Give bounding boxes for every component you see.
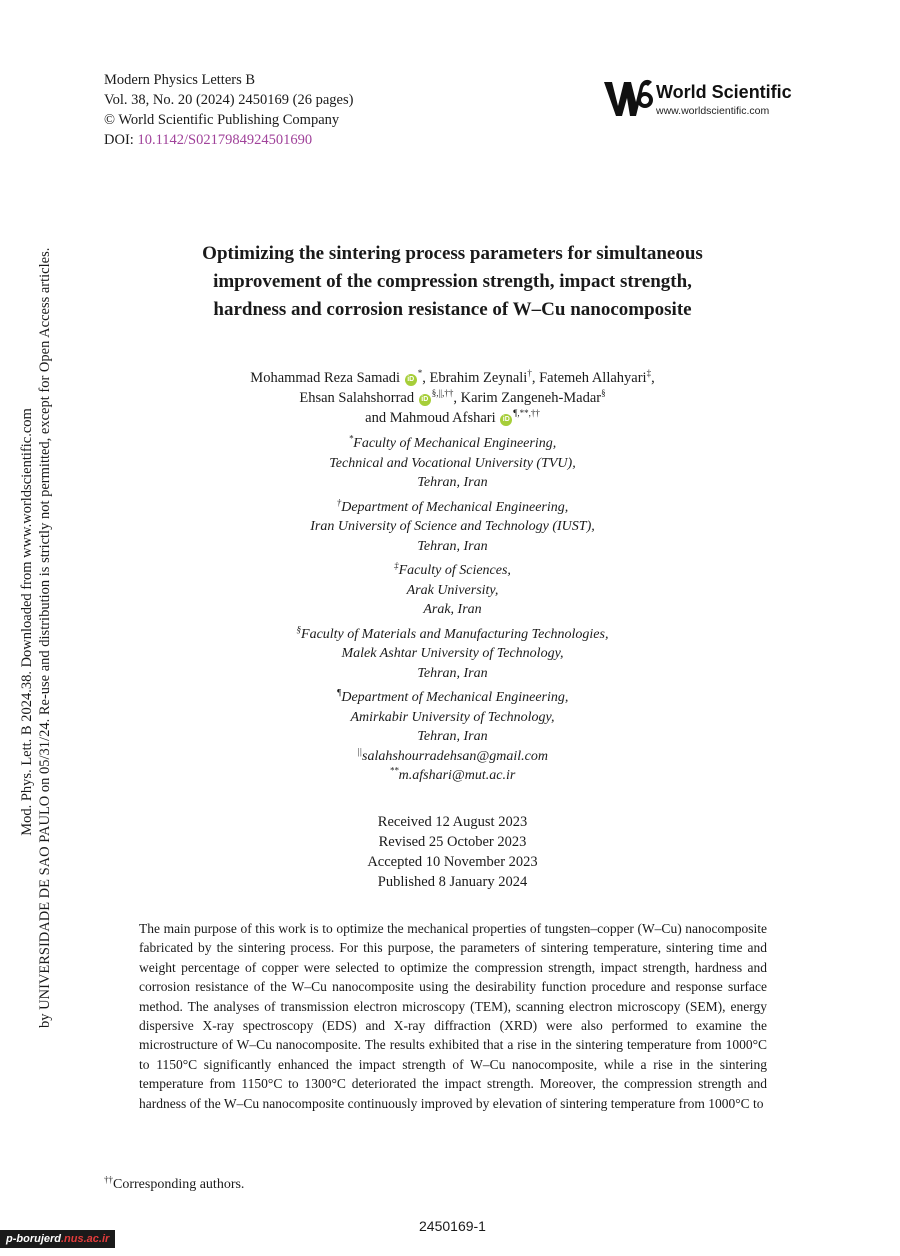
author-mark: ¶,**,†† bbox=[513, 408, 540, 419]
side-note-line2: by UNIVERSIDADE DE SAO PAULO on 05/31/24. Re-use and distribution is strictly not permitted, except for Open Access articles. bbox=[37, 247, 53, 1028]
page-number: 2450169-1 bbox=[419, 1218, 486, 1234]
author-mark: * bbox=[417, 368, 423, 379]
title-line1: Optimizing the sintering process parameters for simultaneous bbox=[202, 243, 703, 264]
affiliation-line: Department of Mechanical Engineering, bbox=[341, 499, 569, 515]
author-name: , Ebrahim Zeynali bbox=[422, 370, 528, 386]
affiliation-line: Arak, Iran bbox=[423, 602, 482, 617]
email-address[interactable]: m.afshari@mut.ac.ir bbox=[398, 768, 516, 783]
author-name: and Mahmoud Afshari bbox=[365, 410, 496, 426]
date-accepted: Accepted 10 November 2023 bbox=[367, 854, 538, 870]
publication-dates bbox=[250, 812, 655, 892]
author-line1 bbox=[150, 368, 755, 388]
affiliation-line: Faculty of Mechanical Engineering, bbox=[353, 436, 557, 451]
publisher-logo[interactable] bbox=[602, 76, 802, 122]
author-mark: § bbox=[601, 388, 606, 399]
affiliation-mark: ‡ bbox=[394, 560, 399, 571]
affiliation-line: Technical and Vocational University (TVU), bbox=[329, 455, 576, 471]
affiliation-line: Malek Ashtar University of Technology, bbox=[341, 646, 564, 661]
doi-label: DOI: bbox=[104, 132, 134, 148]
footnote-mark: †† bbox=[104, 1174, 113, 1185]
email-address[interactable]: salahshourradehsan@gmail.com bbox=[362, 748, 548, 764]
author-mark: §,||,†† bbox=[431, 388, 454, 399]
affiliation bbox=[150, 561, 755, 620]
watermark-prefix: p-borujerd bbox=[6, 1233, 61, 1245]
date-revised: Revised 25 October 2023 bbox=[378, 834, 527, 850]
author-mark: ‡ bbox=[646, 368, 652, 379]
publisher-url[interactable]: www.worldscientific.com bbox=[656, 105, 770, 117]
watermark-domain: .nus.ac.ir bbox=[61, 1233, 110, 1245]
author-line3 bbox=[150, 408, 755, 428]
author-name: Mohammad Reza Samadi bbox=[250, 370, 401, 386]
publisher-name: World Scientific bbox=[656, 82, 792, 102]
affiliation bbox=[150, 434, 755, 493]
doi-link[interactable]: 10.1142/S0217984924501690 bbox=[137, 132, 313, 148]
author-name: , Karim Zangeneh-Madar bbox=[453, 390, 602, 406]
email-mark: ** bbox=[389, 765, 399, 776]
affiliation-line: Arak University, bbox=[406, 582, 499, 598]
journal-name: Modern Physics Letters B bbox=[104, 72, 256, 88]
affiliation bbox=[150, 625, 755, 684]
abstract: The main purpose of this work is to optimize the mechanical properties of tungsten–copper (W–Cu) nanocomposite fabricated by the sintering process. For this purpose, the parameters of sintering temperature, sintering time and weight percentage of copper were selected to optimize the compression strength, impact strength, hardness and corrosion resistance of the W–Cu nanocomposite using the desirability function procedure and response surface method. The analyses of transmission electron microscopy (TEM), scanning electron microscopy (SEM), energy dispersive X-ray spectroscopy (EDS) and X-ray diffraction (XRD) were also performed to examine the microstructure of W–Cu nanocomposite. The results exhibited that a rise in the sintering temperature from 1000°C to 1150°C significantly enhanced the impact strength of W–Cu nanocomposite, while a rise in the sintering temperature from 1150°C to 1300°C deteriorated the impact strength. Moreover, the compression strength and hardness of the W–Cu nanocomposite continuously improved by elevation of sintering temperature from 1000°C to bbox=[139, 921, 767, 1111]
orcid-icon[interactable]: iD bbox=[419, 394, 431, 406]
date-published: Published 8 January 2024 bbox=[377, 874, 528, 890]
author-list bbox=[150, 368, 755, 428]
title-line2: improvement of the compression strength, impact strength, bbox=[213, 271, 692, 292]
affiliation-mark: * bbox=[348, 433, 354, 444]
date-received: Received 12 August 2023 bbox=[377, 814, 528, 830]
affiliation-line: Tehran, Iran bbox=[417, 538, 488, 554]
affiliation-line: Amirkabir University of Technology, bbox=[350, 709, 555, 725]
affiliation-line: Department of Mechanical Engineering, bbox=[341, 690, 569, 705]
affiliation-mark: § bbox=[296, 623, 302, 634]
affiliations bbox=[150, 434, 755, 786]
side-note-line1: Mod. Phys. Lett. B 2024.38. Downloaded from www.worldscientific.com bbox=[19, 408, 35, 836]
download-side-note bbox=[18, 216, 54, 1028]
affiliation-line: Tehran, Iran bbox=[417, 665, 488, 681]
affiliation-line: Iran University of Science and Technology (IUST), bbox=[310, 519, 595, 534]
author-name: , Fatemeh Allahyari bbox=[531, 370, 647, 386]
author-mark: † bbox=[527, 368, 532, 379]
affiliation-line: Tehran, Iran bbox=[417, 729, 488, 744]
journal-copyright: © World Scientific Publishing Company bbox=[104, 112, 340, 128]
affiliation bbox=[150, 498, 755, 557]
footnote-text: Corresponding authors. bbox=[113, 1177, 245, 1192]
orcid-icon[interactable]: iD bbox=[500, 414, 512, 426]
journal-info bbox=[104, 70, 353, 150]
affiliation-mark: ¶ bbox=[336, 687, 342, 698]
title-line3: hardness and corrosion resistance of W–Cu nanocomposite bbox=[213, 299, 692, 320]
email-entry bbox=[150, 747, 755, 767]
affiliation-line: Tehran, Iran bbox=[417, 475, 488, 490]
affiliation-line: Faculty of Materials and Manufacturing Technologies, bbox=[301, 626, 609, 642]
email-mark: || bbox=[357, 745, 362, 756]
author-name: Ehsan Salahshorrad bbox=[299, 390, 415, 406]
watermark-badge bbox=[0, 1230, 115, 1248]
email-entry bbox=[150, 766, 755, 786]
paper-title bbox=[100, 240, 805, 324]
orcid-icon[interactable]: iD bbox=[405, 374, 417, 386]
author-line2 bbox=[150, 388, 755, 408]
affiliation bbox=[150, 688, 755, 747]
author-separator: , bbox=[651, 370, 655, 386]
journal-volume: Vol. 38, No. 20 (2024) 2450169 (26 pages) bbox=[104, 92, 354, 108]
footnote bbox=[104, 1174, 245, 1193]
journal-doi bbox=[104, 130, 353, 150]
affiliation-line: Faculty of Sciences, bbox=[398, 563, 511, 578]
affiliation-mark: † bbox=[336, 496, 342, 507]
world-scientific-logo-icon bbox=[602, 76, 654, 122]
